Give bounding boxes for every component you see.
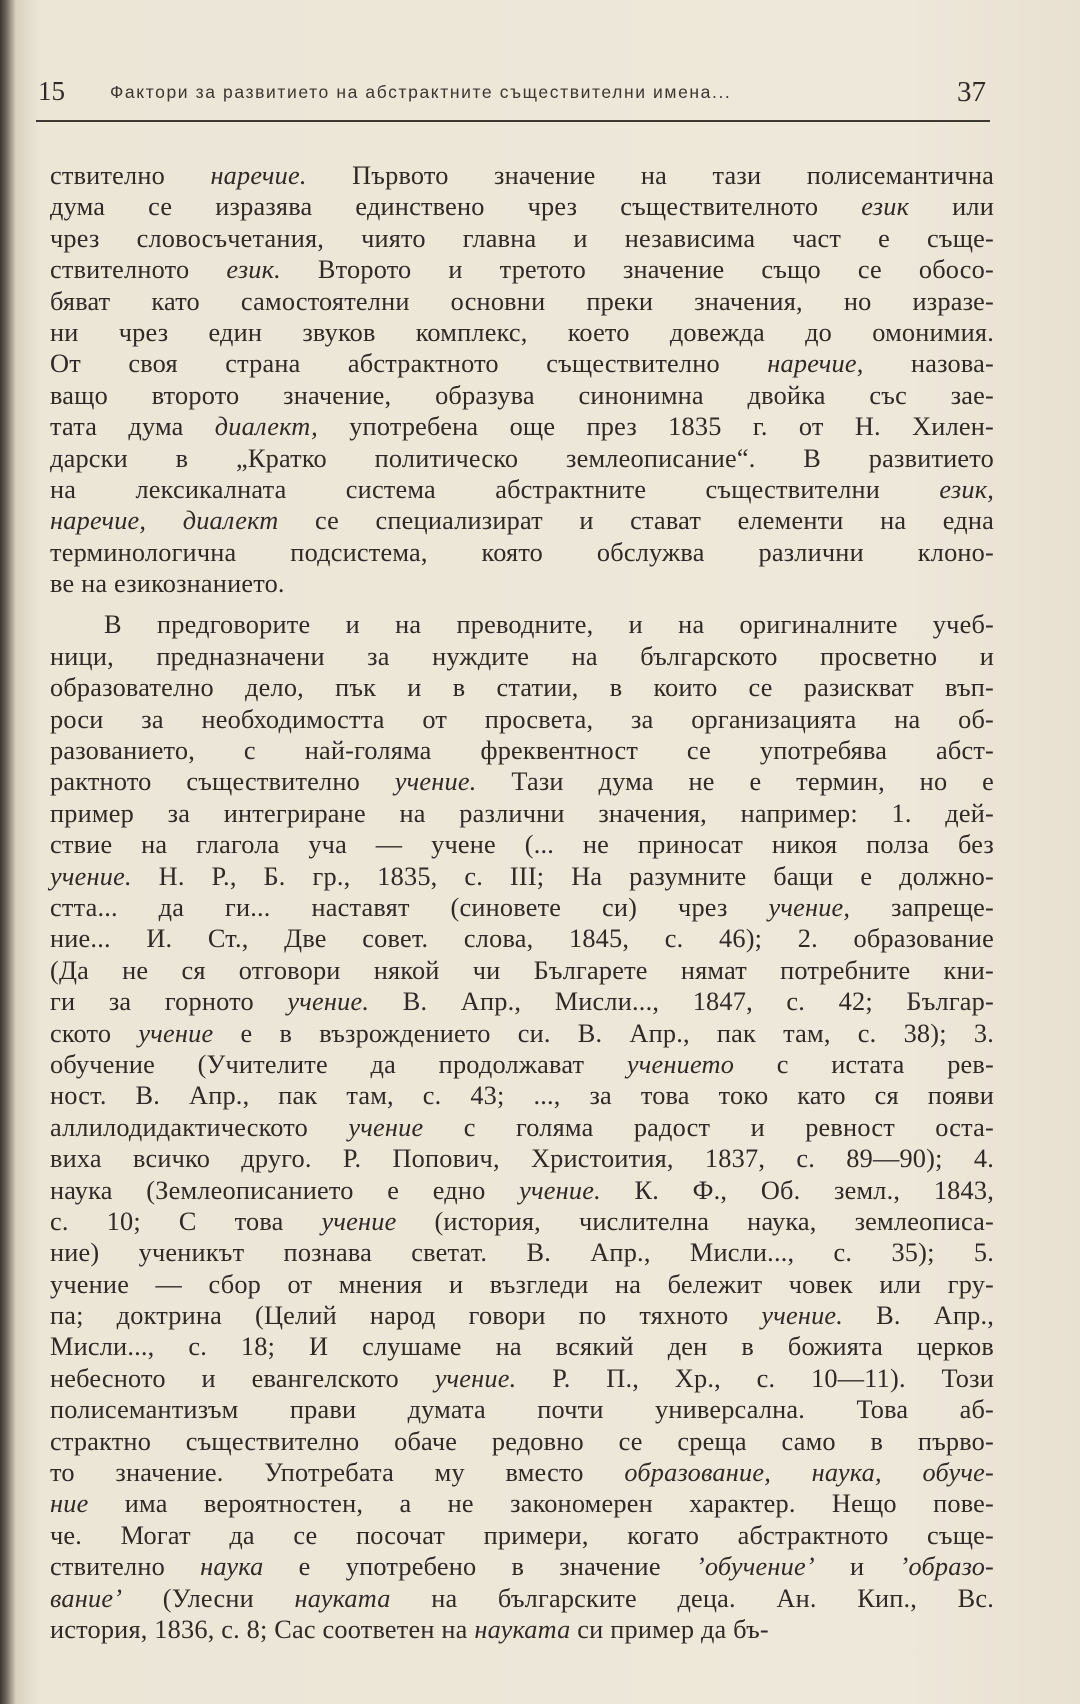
text-line bbox=[50, 923, 994, 954]
text-run: небесното и евангелското bbox=[50, 1363, 435, 1393]
italic-term: учение. bbox=[519, 1175, 601, 1205]
italic-term: науката bbox=[294, 1583, 391, 1613]
text-run: дума се изразява единствено чрез съществителното bbox=[50, 192, 862, 222]
text-run: е употребено в значение bbox=[263, 1552, 696, 1582]
running-title: Фактори за развитието на абстрактните съществителни имена... bbox=[110, 82, 732, 102]
text-run: виха всичко друго. Р. Попович, Христоития, 1837, с. 89—90); 4. bbox=[50, 1144, 994, 1174]
text-run: дарски в „Кратко политическо землеописание“. В развитието bbox=[50, 443, 994, 473]
text-line bbox=[50, 380, 994, 411]
text-line bbox=[50, 568, 994, 599]
text-line bbox=[50, 1300, 994, 1331]
text-line bbox=[50, 798, 994, 829]
body-text bbox=[50, 160, 994, 1645]
text-line bbox=[50, 317, 994, 348]
text-run: стта... да ги... наставят (синовете си) чрез bbox=[50, 892, 769, 922]
text-run: образователно дело, пък и в статии, в които се разискват въп- bbox=[50, 673, 994, 703]
text-run: (Да не ся отговори някой чи Българете нямат потребните кни- bbox=[50, 955, 994, 985]
text-run: ващо второто значение, образува синонимна двойка със зае- bbox=[50, 380, 994, 410]
italic-term: наречие, диалект bbox=[50, 506, 279, 536]
text-run: (история, числителна наука, землеописа- bbox=[396, 1206, 994, 1236]
text-line bbox=[50, 1583, 994, 1614]
text-line bbox=[50, 537, 994, 568]
chapter-number: 15 bbox=[38, 76, 65, 106]
text-run: пример за интегриране на различни значения, например: 1. дей- bbox=[50, 798, 994, 828]
italic-term: диалект, bbox=[214, 412, 318, 442]
text-line bbox=[50, 348, 994, 379]
text-run: Първото значение на тази полисемантична bbox=[306, 161, 994, 190]
italic-term: учение bbox=[348, 1112, 424, 1142]
text-line bbox=[50, 286, 994, 317]
text-line bbox=[50, 861, 994, 892]
text-line bbox=[50, 1175, 994, 1206]
header-rule bbox=[36, 120, 990, 122]
text-line bbox=[50, 1331, 994, 1362]
italic-term: учение. bbox=[434, 1363, 517, 1393]
text-line bbox=[50, 160, 994, 191]
text-line bbox=[50, 1551, 994, 1582]
text-line bbox=[50, 1457, 994, 1488]
italic-term: ние bbox=[50, 1489, 89, 1519]
text-run: тата дума bbox=[50, 412, 215, 442]
text-line bbox=[50, 505, 994, 536]
italic-term: учение bbox=[321, 1206, 397, 1236]
text-line bbox=[50, 766, 994, 797]
text-run: ве на езикознанието. bbox=[50, 569, 285, 599]
italic-term: науката bbox=[474, 1614, 571, 1644]
text-line bbox=[50, 892, 994, 923]
text-line bbox=[50, 1237, 994, 1268]
text-run: на българските деца. Ан. Кип., Вс. bbox=[390, 1583, 994, 1613]
text-line bbox=[50, 1363, 994, 1394]
text-line bbox=[50, 1018, 994, 1049]
italic-term: образование, наука, обуче- bbox=[624, 1458, 994, 1488]
text-line bbox=[50, 223, 994, 254]
text-run: Второто и третото значение също се обосо- bbox=[280, 255, 994, 285]
text-line bbox=[50, 986, 994, 1017]
text-line bbox=[50, 1269, 994, 1300]
text-run: запреще- bbox=[850, 892, 994, 922]
italic-term: наука bbox=[200, 1552, 264, 1582]
text-line bbox=[50, 443, 994, 474]
text-line bbox=[50, 672, 994, 703]
text-line bbox=[50, 1143, 994, 1174]
text-run: то значение. Употребата му вместо bbox=[50, 1458, 625, 1488]
italic-term: наречие. bbox=[210, 161, 307, 190]
text-run: или bbox=[909, 192, 994, 222]
italic-term: учението bbox=[626, 1049, 735, 1079]
text-run: история, 1836, с. 8; Сас соответен на bbox=[50, 1614, 475, 1644]
text-run: па; доктрина (Целий народ говори по тяхното bbox=[50, 1301, 762, 1331]
text-run: Н. Р., Б. гр., 1835, с. III; На разумните бащи е должно- bbox=[131, 861, 994, 891]
text-run: ници, предназначени за нуждите на българското просветно и bbox=[50, 641, 994, 671]
text-run: учение — сбор от мнения и възгледи на бележит човек или гру- bbox=[50, 1269, 994, 1299]
text-run: бяват като самостоятелни основни преки значения, но изразе- bbox=[50, 286, 994, 316]
text-run: ги за горното bbox=[50, 987, 288, 1017]
text-run: с. 10; С това bbox=[50, 1206, 322, 1236]
text-run: наука (Землеописанието е едно bbox=[50, 1175, 520, 1205]
text-line bbox=[50, 1049, 994, 1080]
text-line bbox=[50, 1080, 994, 1111]
text-run: ствително bbox=[50, 1552, 201, 1582]
italic-term: учение, bbox=[768, 892, 851, 922]
text-run: и bbox=[814, 1552, 900, 1582]
text-run: страктно съществително обаче редовно се среща само в първо- bbox=[50, 1426, 994, 1456]
text-line bbox=[50, 254, 994, 285]
italic-term: ’обучение’ bbox=[695, 1552, 815, 1582]
text-line bbox=[50, 735, 994, 766]
text-line bbox=[50, 1206, 994, 1237]
text-run: разованието, с най-голяма фреквентност се употребява абст- bbox=[50, 736, 994, 766]
text-line bbox=[50, 411, 994, 442]
text-run: От своя страна абстрактното съществително bbox=[50, 349, 768, 379]
text-run: ското bbox=[50, 1018, 139, 1048]
italic-term: език, bbox=[939, 474, 994, 504]
text-run: ност. В. Апр., пак там, с. 43; ..., за това токо като ся появи bbox=[50, 1081, 994, 1111]
text-run: има вероятностен, а не закономерен характер. Нещо пове- bbox=[88, 1489, 994, 1519]
text-line bbox=[50, 609, 994, 640]
text-line bbox=[50, 1394, 994, 1425]
text-run: че. Могат да се посочат примери, когато абстрактното съще- bbox=[50, 1520, 994, 1550]
page-number: 37 bbox=[957, 76, 986, 108]
text-run: (Улесни bbox=[122, 1583, 295, 1613]
italic-term: език. bbox=[226, 255, 281, 285]
text-line bbox=[50, 704, 994, 735]
text-line bbox=[50, 1614, 994, 1645]
text-run: терминологична подсистема, която обслужва различни клоно- bbox=[50, 537, 994, 567]
running-header bbox=[38, 76, 990, 116]
text-run: В предговорите и на преводните, и на оригиналните учеб- bbox=[104, 610, 994, 640]
text-run: ни чрез един звуков комплекс, което довежда до омонимия. bbox=[50, 317, 994, 347]
text-run: роси за необходимостта от просвета, за организацията на об- bbox=[50, 704, 994, 734]
text-run: се специализират и стават елементи на една bbox=[278, 506, 994, 536]
italic-term: език bbox=[861, 192, 910, 222]
text-line bbox=[50, 641, 994, 672]
text-run: назова- bbox=[863, 349, 994, 379]
text-line bbox=[50, 1520, 994, 1551]
text-line bbox=[50, 1488, 994, 1519]
italic-term: учение bbox=[138, 1018, 214, 1048]
text-run: ствителното bbox=[50, 255, 227, 285]
text-line bbox=[50, 1112, 994, 1143]
text-run: употребена още през 1835 г. от Н. Хилен- bbox=[317, 412, 994, 442]
text-line bbox=[50, 1426, 994, 1457]
italic-term: учение. bbox=[50, 861, 132, 891]
italic-term: вание’ bbox=[50, 1583, 123, 1613]
italic-term: учение. bbox=[287, 987, 370, 1017]
text-run: с голяма радост и ревност оста- bbox=[423, 1112, 994, 1142]
text-run: В. Апр., bbox=[843, 1301, 994, 1331]
text-run: рактното съществително bbox=[50, 767, 395, 797]
text-run: ствие на глагола уча — учене (... не приносат никоя полза без bbox=[50, 830, 994, 860]
italic-term: учение. bbox=[761, 1301, 844, 1331]
text-run: е в възрождението си. В. Апр., пак там, с. 38); 3. bbox=[213, 1018, 995, 1048]
text-run: ствително bbox=[50, 161, 211, 190]
text-run: К. Ф., Об. земл., 1843, bbox=[600, 1175, 994, 1205]
text-run: на лексикалната система абстрактните съществителни bbox=[50, 474, 940, 504]
text-run: Мисли..., с. 18; И слушаме на всякий ден в божията церков bbox=[50, 1332, 994, 1362]
italic-term: наречие, bbox=[767, 349, 864, 379]
text-run: обучение (Учителите да продолжават bbox=[50, 1049, 627, 1079]
text-line bbox=[50, 955, 994, 986]
text-run: аллилодидактическото bbox=[50, 1112, 349, 1142]
text-line bbox=[50, 829, 994, 860]
italic-term: ’образо- bbox=[899, 1552, 994, 1582]
text-run: Р. П., Хр., с. 10—11). Този bbox=[516, 1363, 995, 1393]
text-run: ние... И. Ст., Две совет. слова, 1845, с. 46); 2. образование bbox=[50, 924, 994, 954]
text-run: В. Апр., Мисли..., 1847, с. 42; Българ- bbox=[369, 987, 994, 1017]
text-run: ние) ученикът познава светат. В. Апр., Мисли..., с. 35); 5. bbox=[50, 1238, 994, 1268]
text-line bbox=[50, 474, 994, 505]
italic-term: учение. bbox=[394, 767, 477, 797]
text-run: си пример да бъ- bbox=[570, 1614, 769, 1644]
text-line bbox=[50, 191, 994, 222]
text-run: Тази дума не е термин, но е bbox=[476, 767, 995, 797]
text-run: с истата рев- bbox=[734, 1049, 994, 1079]
text-run: полисемантизъм прави думата почти универсална. Това аб- bbox=[50, 1395, 994, 1425]
text-run: чрез словосъчетания, чиято главна и независима част е съще- bbox=[50, 223, 994, 253]
